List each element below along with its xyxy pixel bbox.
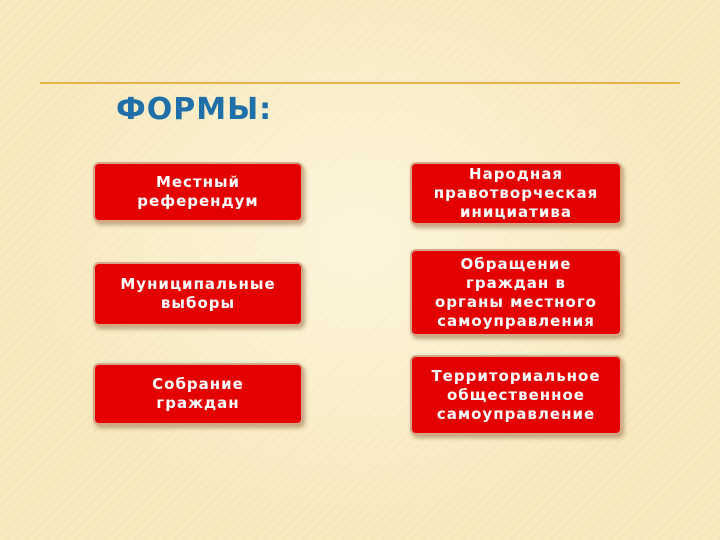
box-label: Обращение граждан в органы местного самоуправления xyxy=(435,254,597,330)
box-citizens-appeal xyxy=(410,249,622,336)
box-territorial-self-government xyxy=(410,355,622,435)
box-popular-law-initiative xyxy=(410,162,622,225)
box-label: Муниципальные выборы xyxy=(120,275,276,312)
header-divider xyxy=(40,82,680,84)
box-municipal-elections xyxy=(93,262,303,326)
box-local-referendum xyxy=(93,162,303,222)
box-label: Собрание граждан xyxy=(152,375,244,412)
box-label: Народная правотворческая инициатива xyxy=(433,165,599,221)
slide-title: ФОРМЫ: xyxy=(116,92,273,127)
box-label: Территориальное общественное самоуправление xyxy=(431,366,601,423)
box-citizens-assembly xyxy=(93,363,303,425)
box-label: Местный референдум xyxy=(137,173,259,210)
